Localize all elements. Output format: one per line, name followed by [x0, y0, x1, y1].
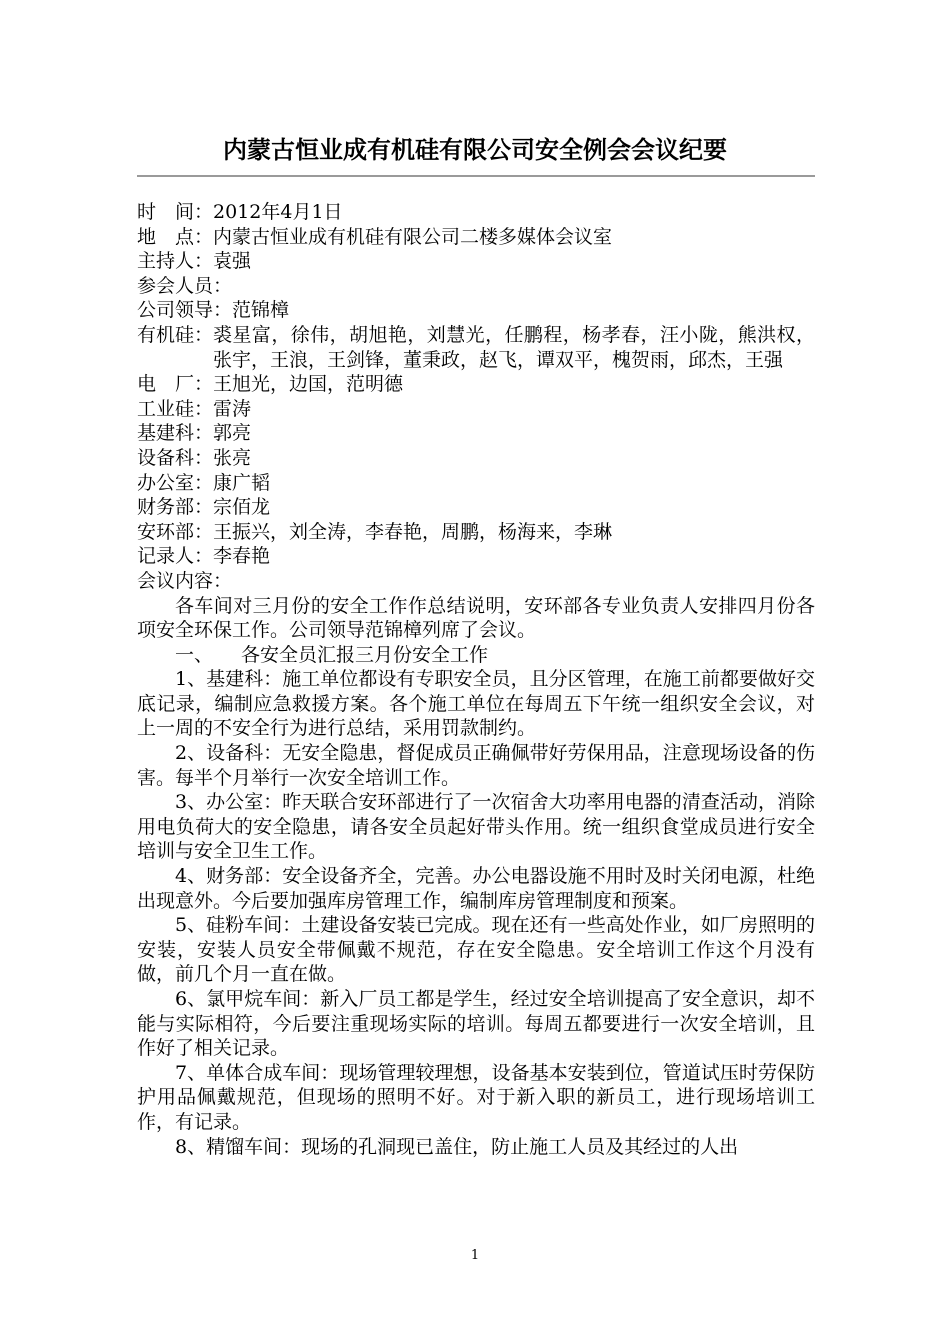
leader-value: 范锦樟 — [232, 299, 290, 322]
equip-value: 张亮 — [213, 446, 252, 469]
info-office — [137, 471, 815, 496]
office-label: 办公室： — [137, 471, 214, 494]
equip-label: 设备科： — [137, 446, 214, 469]
report-item: 5、硅粉车间：土建设备安装已完成。现在还有一些高处作业，如厂房照明的安装，安装人员安全带佩戴不规范，存在安全隐患。安全培训工作这个月没有做，前几个月一直在做。 — [137, 914, 815, 986]
info-leader — [137, 298, 815, 323]
info-recorder — [137, 544, 815, 569]
report-item: 1、基建科：施工单位都设有专职安全员，且分区管理，在施工前都要做好交底记录，编制应急救援方案。各个施工单位在每周五下午统一组织安全会议，对上一周的不安全行为进行总结，采用罚款制约。 — [137, 668, 815, 740]
document-title: 内蒙古恒业成有机硅有限公司安全例会会议纪要 — [223, 136, 727, 164]
info-attendees — [137, 274, 815, 299]
leader-label: 公司领导： — [137, 299, 233, 322]
info-time — [137, 200, 815, 225]
power-value: 王旭光，边国，范明德 — [213, 373, 404, 396]
place-value: 内蒙古恒业成有机硅有限公司二楼多媒体会议室 — [213, 225, 613, 248]
info-place — [137, 225, 815, 250]
report-item: 7、单体合成车间：现场管理较理想，设备基本安装到位，管道试压时劳保防护用品佩戴规范，但现场的照明不好。对于新入职的新员工，进行现场培训工作，有记录。 — [137, 1061, 815, 1133]
report-item: 3、办公室：昨天联合安环部进行了一次宿舍大功率用电器的清查活动，消除用电负荷大的安全隐患，请各安全员起好带头作用。统一组织食堂成员进行安全培训与安全卫生工作。 — [137, 791, 815, 863]
info-finance — [137, 495, 815, 520]
finance-label: 财务部： — [137, 496, 214, 519]
safety-label: 安环部： — [137, 520, 214, 543]
info-equip — [137, 446, 815, 471]
infra-value: 郭亮 — [213, 422, 252, 445]
report-item: 2、设备科：无安全隐患，督促成员正确佩带好劳保用品，注意现场设备的伤害。每半个月举行一次安全培训工作。 — [137, 742, 815, 789]
office-value: 康广韬 — [213, 471, 271, 494]
section-number: 一、 — [175, 643, 214, 666]
host-label: 主持人： — [137, 250, 214, 273]
silicone-label: 有机硅： — [137, 323, 214, 346]
info-silicone — [137, 323, 815, 372]
content-label: 会议内容： — [137, 569, 233, 592]
industrial-value: 雷涛 — [213, 397, 252, 420]
infra-label: 基建科： — [137, 422, 214, 445]
recorder-value: 李春艳 — [213, 545, 271, 568]
recorder-label: 记录人： — [137, 545, 214, 568]
section-title: 各安全员汇报三月份安全工作 — [241, 643, 489, 666]
attendees-label: 参会人员： — [137, 274, 233, 297]
info-content — [137, 569, 815, 594]
info-infra — [137, 421, 815, 446]
finance-value: 宗佰龙 — [213, 496, 271, 519]
safety-value: 王振兴，刘全涛，李春艳，周鹏，杨海来，李琳 — [213, 520, 613, 543]
info-industrial — [137, 397, 815, 422]
info-safety — [137, 520, 815, 545]
info-host — [137, 249, 815, 274]
power-label: 电 厂： — [137, 373, 214, 396]
info-power — [137, 372, 815, 397]
report-item: 4、财务部：安全设备齐全，完善。办公电器设施不用时及时关闭电源，杜绝出现意外。今后要加强库房管理工作，编制库房管理制度和预案。 — [137, 865, 815, 912]
time-value: 2012年4月1日 — [213, 201, 343, 223]
silicone-value: 裘星富，徐伟，胡旭艳，刘慧光，任鹏程，杨孝春，汪小陇，熊洪权，张宇，王浪，王剑锋，董秉政，赵飞，谭双平，槐贺雨，邱杰，王强 — [213, 323, 815, 371]
page-number: 1 — [470, 1248, 480, 1263]
report-item: 6、氯甲烷车间：新入厂员工都是学生，经过安全培训提高了安全意识，却不能与实际相符，今后要注重现场实际的培训。每周五都要进行一次安全培训，且作好了相关记录。 — [137, 988, 815, 1060]
time-label: 时 间： — [137, 201, 214, 223]
place-label: 地 点： — [137, 225, 214, 248]
title-divider — [137, 175, 815, 177]
section-heading — [137, 643, 815, 668]
document-body — [137, 200, 815, 1159]
intro-paragraph: 各车间对三月份的安全工作作总结说明，安环部各专业负责人安排四月份各项安全环保工作。公司领导范锦樟列席了会议。 — [137, 594, 815, 642]
industrial-label: 工业硅： — [137, 397, 214, 420]
host-value: 袁强 — [213, 250, 252, 273]
report-item: 8、精馏车间：现场的孔洞现已盖住，防止施工人员及其经过的人出 — [175, 1135, 739, 1158]
